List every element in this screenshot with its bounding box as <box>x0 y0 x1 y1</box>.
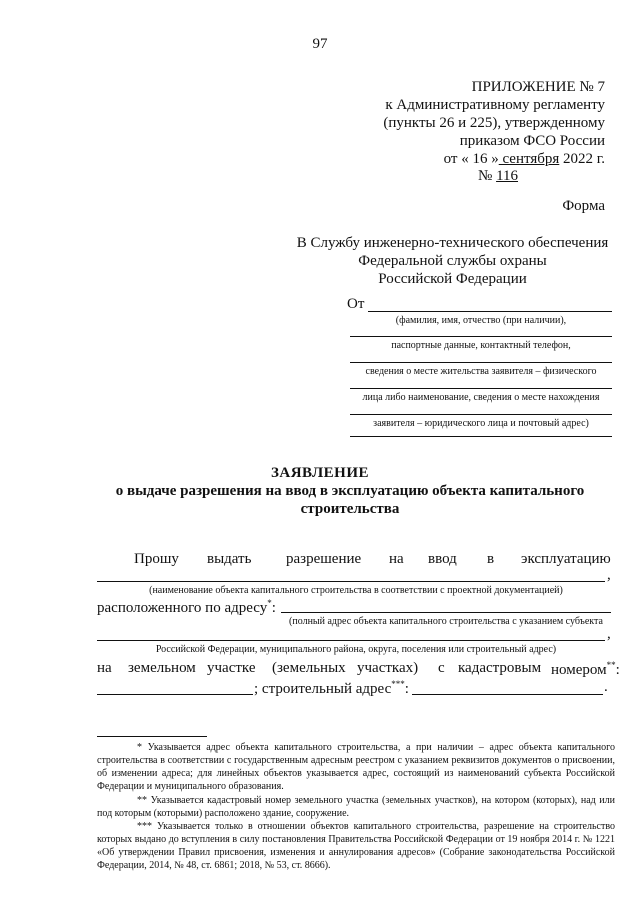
land-word-2: земельном <box>128 660 196 676</box>
request-word-3: разрешение <box>286 551 362 567</box>
address-field-line-2 <box>97 640 605 641</box>
located-label-text: расположенного по адресу <box>97 600 268 616</box>
footnote-separator <box>97 736 207 737</box>
appendix-line-points: (пункты 26 и 225), утвержденному <box>383 115 605 131</box>
address-comma: , <box>607 626 611 642</box>
request-word-2: выдать <box>207 551 252 567</box>
from-field-line-4 <box>350 388 612 389</box>
cadastral-number-field-line <box>97 694 253 695</box>
appendix-date <box>444 150 605 168</box>
appendix-line-regulation: к Административному регламенту <box>385 97 605 113</box>
from-field-line-2 <box>350 336 612 337</box>
appendix-number <box>478 168 518 185</box>
appendix-date-prefix: от « 16 » <box>443 151 499 167</box>
appendix-date-month: сентября <box>498 151 560 167</box>
land-word-3: участке <box>207 660 256 676</box>
object-name-field-line <box>97 581 605 582</box>
page-number: 97 <box>312 36 328 52</box>
build-address-label-text: ; строительный адрес <box>254 681 392 697</box>
land-word-8 <box>551 660 620 679</box>
footnote-2: ** Указывается кадастровый номер земельного участка (земельных участков), на котором (которых), над или под которым (которыми) расположено здание, сооружение. <box>97 795 615 819</box>
request-word-1: Прошу <box>134 551 179 567</box>
from-field-line-6 <box>350 436 612 437</box>
from-caption-1: (фамилия, имя, отчество (при наличии), <box>395 315 567 326</box>
land-word-5: участках) <box>357 660 419 676</box>
land-word-4: (земельных <box>272 660 346 676</box>
object-name-comma: , <box>607 567 611 583</box>
document-title: ЗАЯВЛЕНИЕ <box>270 465 370 481</box>
request-word-4: на <box>389 551 404 567</box>
land-word-number: номером <box>551 662 607 678</box>
appendix-heading: ПРИЛОЖЕНИЕ № 7 <box>471 79 605 95</box>
appendix-number-prefix: № <box>478 168 497 184</box>
appendix-date-year: 2022 г. <box>559 151 605 167</box>
from-caption-3: сведения о месте жительства заявителя – физического <box>365 366 597 377</box>
address-field-line-1 <box>281 612 611 613</box>
object-name-caption: (наименование объекта капитального строительства в соответствии с проектной документацией) <box>149 585 563 596</box>
located-footnote-mark: * <box>267 598 272 608</box>
request-word-5: ввод <box>428 551 457 567</box>
land-word-cadastral: кадастровым <box>458 660 542 676</box>
request-word-7: эксплуатацию <box>521 551 611 567</box>
from-field-line-1 <box>368 311 612 312</box>
from-caption-2: паспортные данные, контактный телефон, <box>391 340 571 351</box>
footnote-1: * Указывается адрес объекта капитального строительства, а при наличии – адрес объекта капитального строительства в соответствии с государственным адресным реестром с указанием реквизитов документов о присвоении, об изменении адреса; для линейных объектов указывается адрес, состоящий из наименований субъекта Российской Федерации и муниципального образования. <box>97 742 615 792</box>
from-field-line-5 <box>350 414 612 415</box>
from-caption-4: лица либо наименование, сведения о месте нахождения <box>362 392 600 403</box>
document-subtitle-line-1: о выдаче разрешения на ввод в эксплуатацию объекта капитального <box>115 483 585 499</box>
addressee-line-2: Федеральной службы охраны <box>358 253 547 269</box>
form-label: Форма <box>562 198 605 214</box>
address-caption-2: Российской Федерации, муниципального района, округа, поселения или строительный адрес) <box>155 644 557 655</box>
request-word-6: в <box>487 551 495 567</box>
appendix-line-order: приказом ФСО России <box>459 133 605 149</box>
build-address-footnote-mark: *** <box>391 679 405 689</box>
located-label <box>97 598 276 617</box>
appendix-number-value: 116 <box>496 168 519 184</box>
document-subtitle-line-2: строительства <box>300 501 400 517</box>
build-address-label <box>254 679 409 698</box>
from-field-line-3 <box>350 362 612 363</box>
build-address-colon: : <box>404 681 409 697</box>
addressee-line-1: В Службу инженерно-технического обеспечения <box>296 235 609 251</box>
address-caption-1: (полный адрес объекта капитального строительства с указанием субъекта <box>289 616 603 627</box>
land-word-7 <box>458 660 541 677</box>
land-colon: : <box>615 662 620 678</box>
from-label: От <box>347 296 365 312</box>
located-label-colon: : <box>271 600 276 616</box>
land-footnote-mark: ** <box>606 660 616 670</box>
build-address-period: . <box>604 679 608 695</box>
from-caption-5: заявителя – юридического лица и почтовый адрес) <box>373 418 589 429</box>
footnote-3: *** Указывается только в отношении объектов капитального строительства, разрешение на строительство которых выдано до вступления в силу постановления Правительства Российской Федерации от 19 ноября 2014 г. № 1221 «Об утверждении Правил присвоения, изменения и аннулирования адресов» (Собрание законодательства Российской Федерации, 2014, № 48, ст. 6861; 2018, № 53, ст. 8666). <box>97 821 615 871</box>
build-address-field-line <box>412 694 603 695</box>
land-word-6: с <box>438 660 445 676</box>
land-word-1: на <box>97 660 112 676</box>
addressee-line-3: Российской Федерации <box>378 271 527 287</box>
